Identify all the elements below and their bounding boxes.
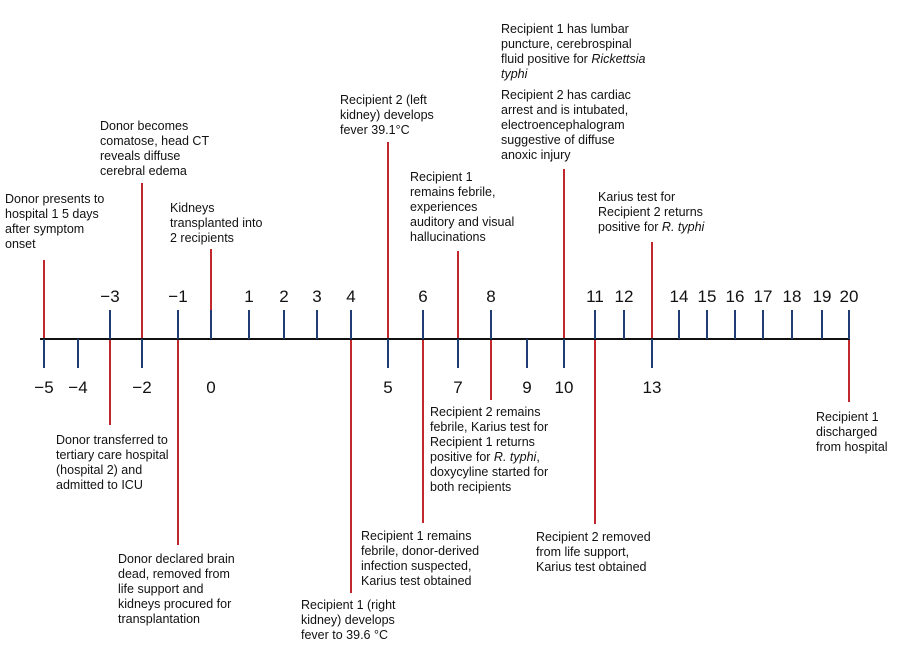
- day-label-18: 18: [782, 287, 802, 306]
- day-label--1: −1: [168, 287, 188, 306]
- day-label--4: −4: [68, 378, 88, 397]
- day-label-17: 17: [753, 287, 773, 306]
- event-recipient1-hallucinations: Recipient 1 remains febrile, experiences auditory and visual hallucinations: [410, 170, 515, 244]
- event-recipient1-discharged: Recipient 1 discharged from hospital: [816, 410, 888, 454]
- day-label-10: 10: [554, 378, 574, 397]
- event-karius-recipient1-text-a: Recipient 2 remains febrile, Karius test for Recipient 1 returns positive for: [430, 405, 549, 464]
- day-label-19: 19: [812, 287, 832, 306]
- event-recipient1-febrile-day6: Recipient 1 remains febrile, donor-derived infection suspected, Karius test obtained: [361, 529, 480, 588]
- event-recipient2-fever: Recipient 2 (left kidney) develops fever 39.1°C: [340, 93, 434, 137]
- event-kidneys-transplanted: Kidneys transplanted into 2 recipients: [170, 201, 263, 245]
- day-label-14: 14: [669, 287, 689, 306]
- event-recipient1-fever: Recipient 1 (right kidney) develops fever to 39.6 °C: [301, 598, 396, 642]
- event-recipient2-cardiac: Recipient 2 has cardiac arrest and is intubated, electroencephalogram suggestive of diffuse anoxic injury: [501, 88, 631, 162]
- event-recipient1-lumbar: [501, 22, 651, 82]
- day-label-9: 9: [522, 378, 532, 397]
- event-donor-presents: Donor presents to hospital 1 5 days after symptom onset: [5, 192, 105, 251]
- day-label-6: 6: [418, 287, 428, 306]
- day-label-15: 15: [697, 287, 717, 306]
- day-label-13: 13: [642, 378, 662, 397]
- event-karius-recipient2-organism: R. typhi: [661, 220, 705, 234]
- day-label-8: 8: [486, 287, 496, 306]
- day-label-11: 11: [586, 287, 604, 306]
- event-donor-transferred: Donor transferred to tertiary care hospital (hospital 2) and admitted to ICU: [56, 433, 169, 492]
- day-label-1: 1: [244, 287, 254, 306]
- day-label-4: 4: [346, 287, 356, 306]
- event-donor-comatose: Donor becomes comatose, head CT reveals diffuse cerebral edema: [100, 119, 209, 178]
- day-label-2: 2: [279, 287, 289, 306]
- event-karius-recipient1: [430, 405, 560, 495]
- event-recipient1-lumbar-text-a: Recipient 1 has lumbar puncture, cerebrospinal fluid positive for: [501, 22, 632, 66]
- day-label-5: 5: [383, 378, 393, 397]
- day-label-12: 12: [614, 287, 634, 306]
- event-recipient1-lumbar-organism: Rickettsia typhi: [501, 52, 646, 81]
- day-label-20: 20: [839, 287, 859, 306]
- event-karius-recipient1-text-b: , doxycyline started for both recipients: [430, 450, 549, 494]
- event-karius-recipient2-text-a: Karius test for Recipient 2 returns positive for: [598, 190, 703, 234]
- event-recipient2-life-support: Recipient 2 removed from life support, Karius test obtained: [536, 530, 651, 574]
- day-label-7: 7: [453, 378, 463, 397]
- day-label-0: 0: [206, 378, 216, 397]
- day-label-3: 3: [312, 287, 322, 306]
- event-karius-recipient1-organism: R. typhi: [493, 450, 537, 464]
- day-label--3: −3: [100, 287, 120, 306]
- day-label--5: −5: [34, 378, 54, 397]
- day-label--2: −2: [132, 378, 152, 397]
- day-label-16: 16: [725, 287, 745, 306]
- event-donor-brain-dead: Donor declared brain dead, removed from life support and kidneys procured for transplantation: [118, 552, 235, 626]
- event-karius-recipient2: [598, 190, 728, 235]
